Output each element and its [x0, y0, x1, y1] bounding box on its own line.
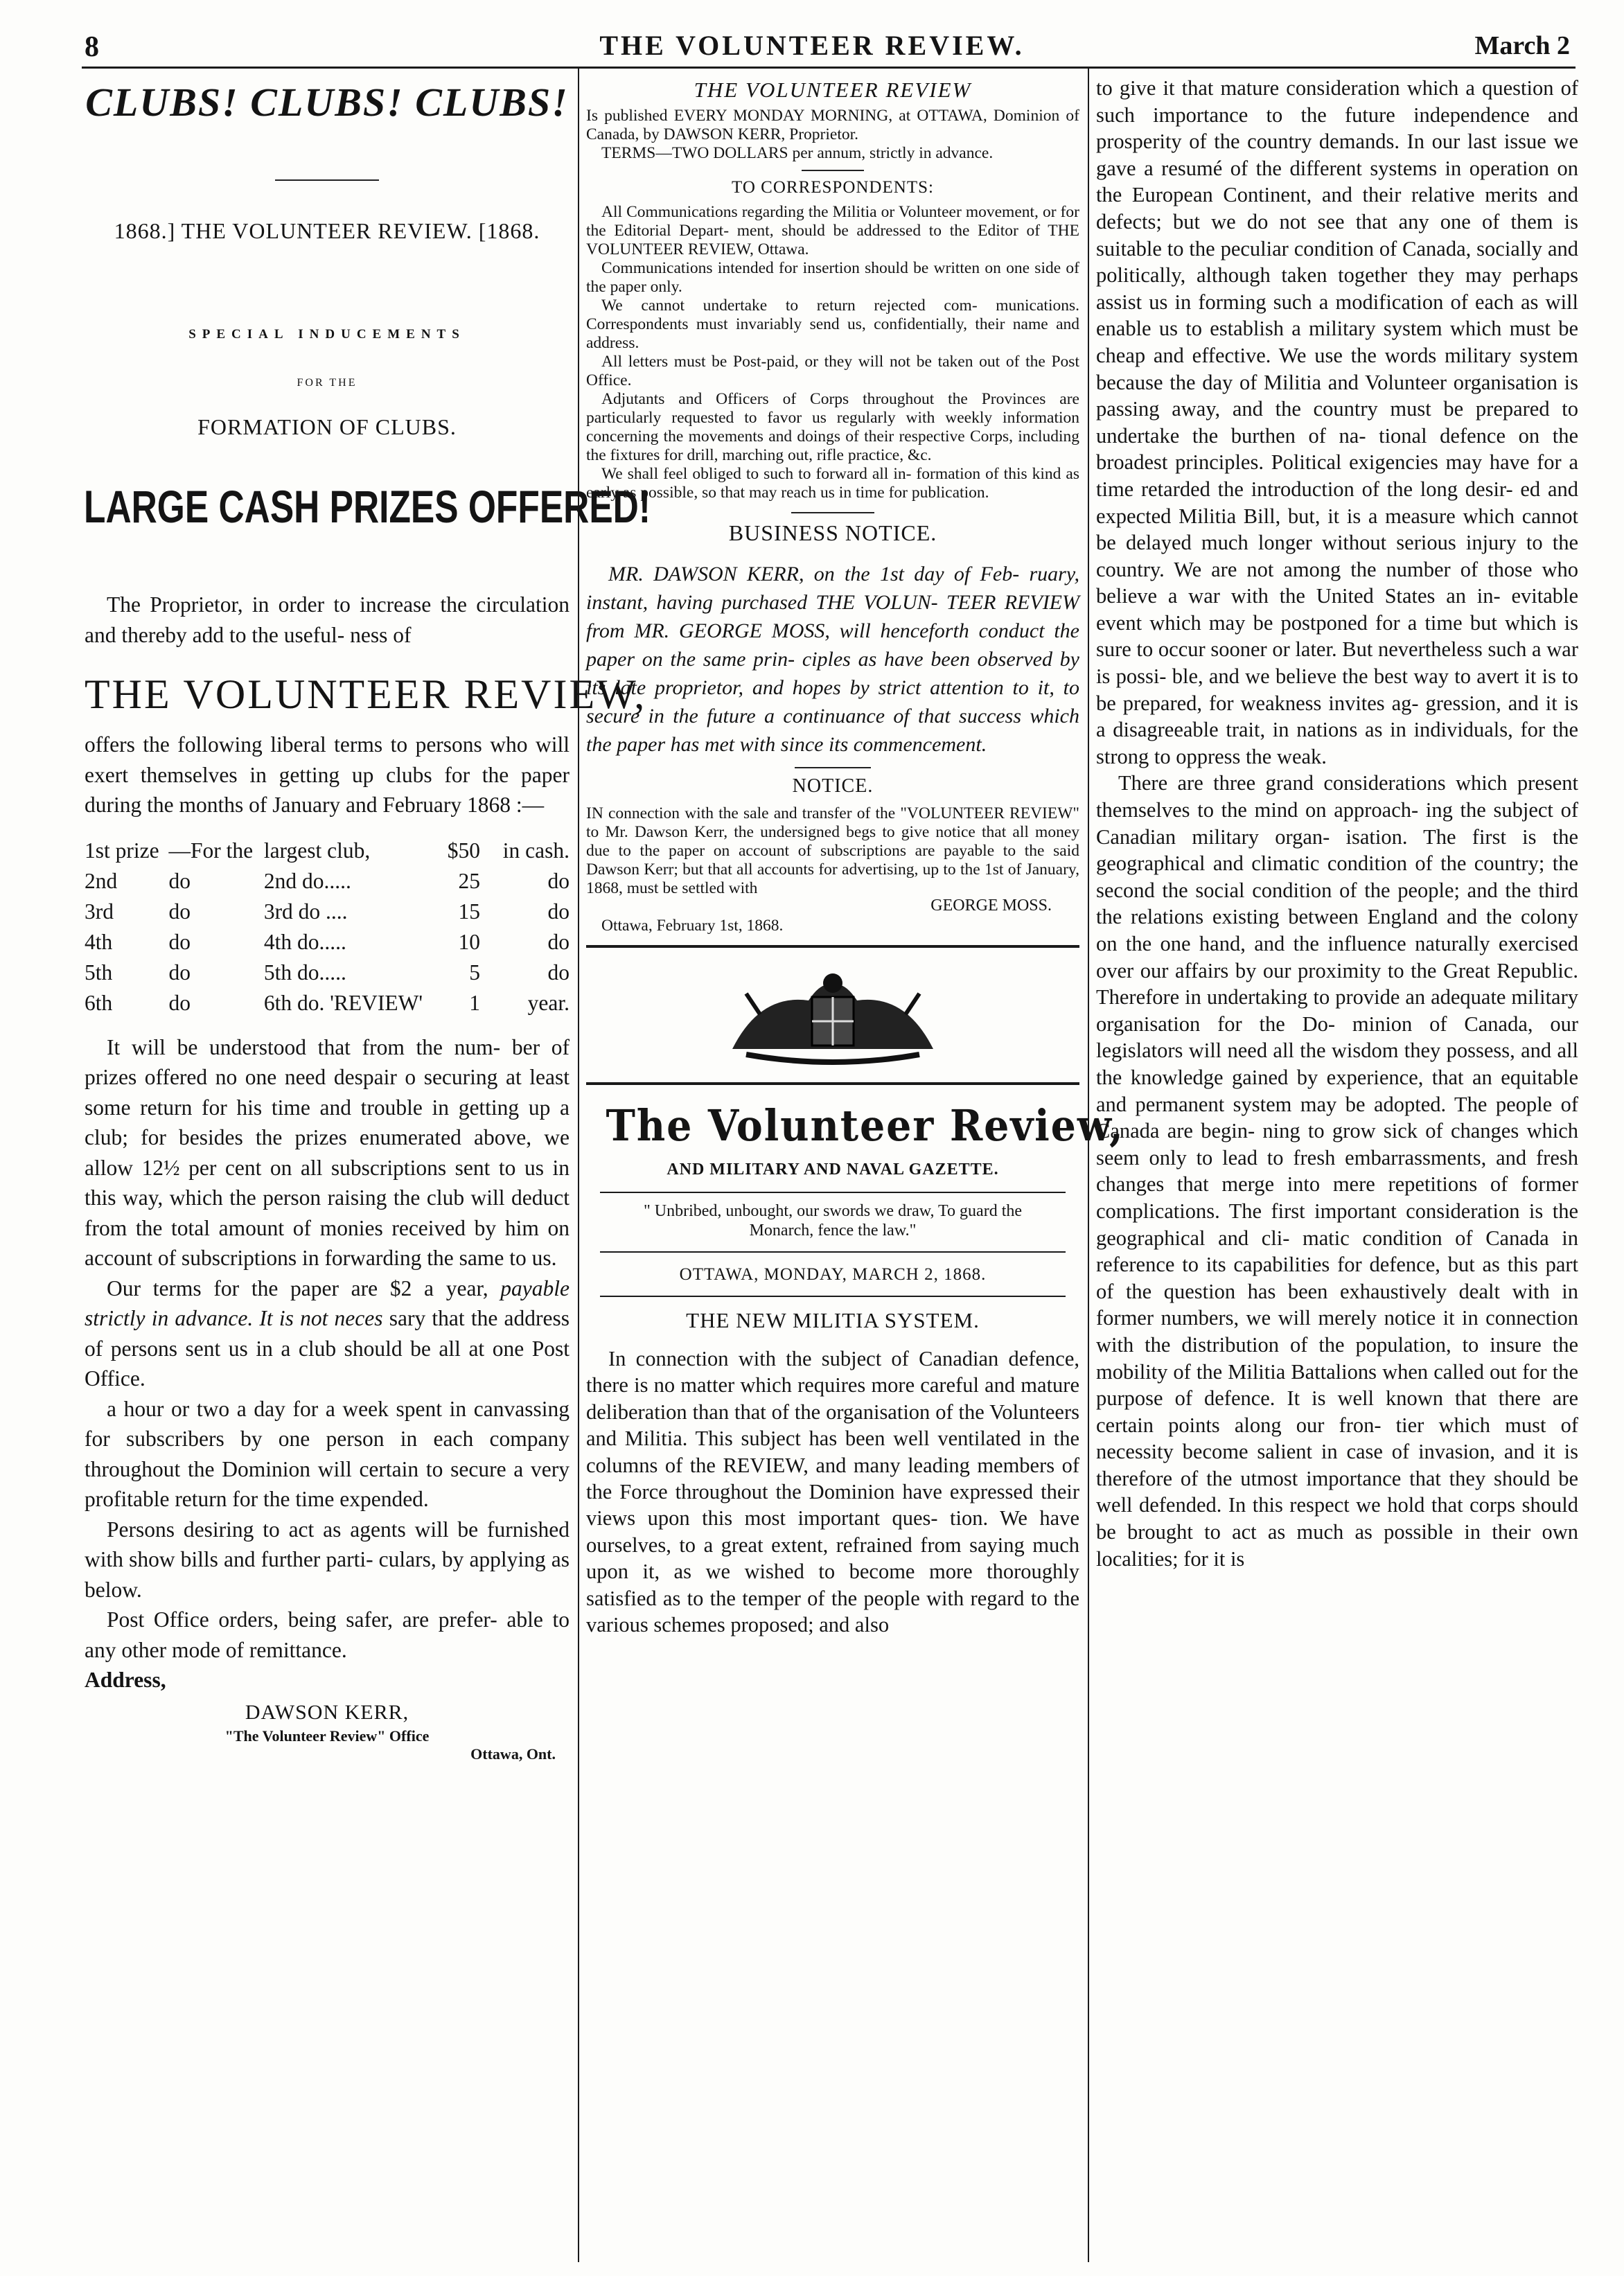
prize-rank: 3rd [85, 899, 114, 924]
header-rule [82, 67, 1576, 69]
prize-club: largest club, [263, 838, 371, 863]
intro-text: The Proprietor, in order to increase the circulation and thereby add to the useful- ness of [85, 592, 570, 647]
para-prizes-explained: It will be understood that from the num- ber of prizes offered no one need despair o securing at least some return for his time and trouble in getting up a club; for besides the prizes enumerated above, we allow 12½ per cent on all subscriptions sent to us in this way, which the person raising the club will deduct from the total amount of monies received by him on account of subscriptions in forwarding the same to us. [85, 1034, 570, 1270]
para-terms: Our terms for the paper are $2 a year, payable strictly in advance. It is not neces sary that the address of persons sent us in a club should be all at one Post Office. [85, 1276, 570, 1391]
prize-do: do [168, 868, 191, 893]
prize-row [85, 897, 570, 927]
column-article-continued [1096, 75, 1578, 1572]
column-rule-1 [578, 68, 579, 2262]
notice-signer: GEORGE MOSS. [930, 897, 1052, 915]
city-line: Ottawa, Ont. [470, 1745, 556, 1763]
prize-amount: $50 [447, 838, 480, 863]
prize-rank: 6th [85, 990, 113, 1015]
offers-text: offers the following liberal terms to persons who will exert themselves in getting up clubs for the paper during the months of January and February 1868 :— [85, 732, 570, 817]
column-clubs-advert [84, 75, 651, 1763]
special-inducements: SPECIAL INDUCEMENTS [188, 327, 466, 342]
business-notice-text: MR. DAWSON KERR, on the 1st day of Feb- ruary, instant, having purchased THE VOLUN- TEER REVIEW from MR. GEORGE MOSS, will henceforth conduct the paper on the same prin- ciples as have been observed by its late proprietor, and hopes by strict attention to it, to secure in the future a continuance of that success which the paper has met with since its commencement. [586, 563, 1079, 756]
clubs-title: CLUBS! CLUBS! CLUBS! [85, 80, 569, 125]
divider [791, 512, 874, 513]
prize-do: do [168, 960, 191, 985]
para-continued: to give it that mature consideration which a question of such importance to the future independence and prosperity of the country demands. In our last issue we gave a resumé of the different systems in operation on the European Continent, and their relative merits and defects; but we do not see that any one of them is suitable to the peculiar condition of Canada, socially and politically, although taken together they may perhaps assist us in forming such a modification of each as will enable us to establish a military system which must be cheap and effective. We use the words military system because the day of Militia and Volunteer organisation is passing away, and the country must be prepared to undertake the burthen of na- tional defence on the broadest principles. Political exigencies may have for a time retarded the introduction of the long desir- ed and expected Militia Bill, but, it is a measure which cannot be delayed much longer without serious injury to the country. We are not among the number of those who believe a war with the United States an in- evitable event which may be postponed for a time but which is sure to occur sooner or later. But nevertheless such a war is possi- ble, and we believe the best way to avert it is to be prepared, for weakness invites ag- gression, and it is a disagreeable trait, in nations as in individuals, for the strong to oppress the weak. [1096, 76, 1578, 768]
prize-unit: year. [527, 990, 570, 1015]
dateline: OTTAWA, MONDAY, MARCH 2, 1868. [679, 1265, 987, 1284]
cash-prizes-headline: LARGE CASH PRIZES OFFERED! [84, 481, 651, 532]
section-rule [586, 945, 1079, 948]
year-line: 1868.] THE VOLUNTEER REVIEW. [1868. [114, 218, 540, 243]
prize-unit: do [547, 929, 570, 954]
prize-club: 4th do..... [263, 929, 346, 954]
article-text: In connection with the subject of Canadian defence, there is no matter which requires more careful and mature deliberation than that of the organisation of the Volunteers and Militia. This subject has been well ventilated in the columns of the REVIEW, and many leading members of the Force throughout the Dominion have expressed their views upon this most important ques- tion. We have ourselves, to a great extent, refrained from saying much upon it, as we wished to become more thoroughly satisfied as to the temper of the people with regard to the various schemes proposed; and also [586, 1347, 1079, 1637]
prize-amount: 10 [458, 929, 480, 954]
formation-of-clubs: FORMATION OF CLUBS. [197, 414, 457, 439]
running-title: THE VOLUNTEER REVIEW. [599, 30, 1025, 61]
paper-name: THE VOLUNTEER REVIEW, [85, 671, 647, 717]
prize-table [85, 836, 570, 1018]
gazette-subtitle: AND MILITARY AND NAVAL GAZETTE. [667, 1161, 999, 1179]
prize-amount: 1 [469, 990, 480, 1015]
divider [795, 767, 871, 768]
para-considerations: There are three grand considerations which present themselves to the mind on approach- ing the subject of Canadian military organ- isation. The first is the geographical and climatic condition of the country; the second the social condition of the people; and the third the relations existing between England and the colony on the one hand, and the influence naturally exercised over our affairs by our proximity to the Great Republic. Therefore in undertaking to provide an adequate military organisation for the Do- minion of Canada, our legislators will need all the wisdom they possess, and all the knowledge gained by experience, that an equitable and permanent system may be adopted. The people of Canada are begin- ning to grow sick of changes which seem only to lead to fresh embarrassments, and fresh changes that merge into mere repetitions of former complications. The first important consideration is the geographical and cli- matic condition of Canada in reference to its capabilities for defence, but as this part of the question has been exhaustively dealt with in former numbers, we will merely notice it in connection with the distribution of the population, to insure the mobility of the Militia Battalions when called out for the purpose of defence. It is well known that there are certain points along our fron- tier which must of necessity become salient in case of invasion, and it is therefore of the utmost importance that they should be well defended. In this respect we hold that corps should be brought to act as much as possible in their own localities; for it is [1096, 771, 1578, 1571]
para-canvassing: a hour or two a day for a week spent in canvassing for subscribers by one person in each company throughout the Dominion will certain to secure a very profitable return for the time expended. [85, 1396, 570, 1511]
prize-row [85, 988, 570, 1018]
prize-do: —For the [168, 838, 254, 863]
signer-name: DAWSON KERR, [245, 1700, 409, 1724]
column-editorial [586, 75, 1124, 1638]
article-continued-text [1096, 75, 1578, 1572]
article-body [85, 1032, 570, 1695]
prize-do: do [168, 899, 191, 924]
divider [600, 1251, 1066, 1253]
prize-club: 5th do..... [263, 960, 346, 985]
prize-row [85, 866, 570, 897]
prize-rank: 1st prize [85, 838, 159, 863]
prize-rank: 5th [85, 960, 113, 985]
para-agents: Persons desiring to act as agents will be furnished with show bills and further parti- culars, by applying as below. [85, 1517, 570, 1602]
prize-row [85, 927, 570, 958]
prize-rank: 2nd [85, 868, 118, 893]
prize-do: do [168, 990, 191, 1015]
section-rule [586, 1082, 1079, 1085]
prize-amount: 5 [469, 960, 480, 985]
prize-club: 3rd do .... [263, 899, 348, 924]
notice-text: IN connection with the sale and transfer of the "VOLUNTEER REVIEW" to Mr. Dawson Kerr, the undersigned begs to give notice that all money due to the paper on account of subscriptions are payable to the said Dawson Kerr; but that all accounts for advertising, up to the 1st of January, 1868, must be settled with [586, 804, 1079, 897]
prize-rank: 4th [85, 929, 113, 954]
office-line: "The Volunteer Review" Office [224, 1727, 430, 1745]
business-notice-heading: BUSINESS NOTICE. [728, 520, 937, 545]
prize-unit: in cash. [502, 838, 570, 863]
gothic-masthead: The Volunteer Review, [606, 1100, 1124, 1151]
prize-unit: do [547, 899, 570, 924]
masthead: THE VOLUNTEER REVIEW [694, 78, 972, 102]
running-date: March 2 [1474, 31, 1570, 60]
para-remittance: Post Office orders, being safer, are prefer- able to any other mode of remittance. [85, 1607, 570, 1662]
prize-unit: do [547, 960, 570, 985]
motto: " Unbribed, unbought, our swords we draw, To guard the Monarch, fence the law." [643, 1202, 1023, 1240]
prize-amount: 15 [458, 899, 480, 924]
address-label: Address, [85, 1668, 166, 1692]
divider [802, 170, 864, 171]
page-number: 8 [85, 31, 99, 63]
notice-date: Ottawa, February 1st, 1868. [601, 917, 784, 935]
correspondents-heading: TO CORRESPONDENTS: [732, 178, 934, 197]
divider [275, 179, 379, 181]
prize-row [85, 958, 570, 988]
notice-heading: NOTICE. [792, 775, 874, 797]
publisher-info: Is published EVERY MONDAY MORNING, at OTTAWA, Dominion of Canada, by DAWSON KERR, Proprietor. TERMS—TWO DOLLARS per annum, strictly in advance. [586, 107, 1079, 162]
for-the: FOR THE [297, 377, 358, 389]
prize-amount: 25 [458, 868, 480, 893]
prize-club: 6th do. 'REVIEW' [263, 990, 423, 1015]
column-rule-2 [1088, 68, 1089, 2262]
prize-do: do [168, 929, 191, 954]
prize-unit: do [547, 868, 570, 893]
divider [600, 1192, 1066, 1193]
article-heading: THE NEW MILITIA SYSTEM. [686, 1308, 980, 1332]
correspondents-text: All Communications regarding the Militia or Volunteer movement, or for the Editorial Depart- ment, should be addressed to the Editor of THE VOLUNTEER REVIEW, Ottawa. Communications intended for insertion should be written on one side of the paper only. We cannot undertake to return rejected com- munications. Correspondents must invariably send us, confidentially, their name and address. All letters must be Post-paid, or they will not be taken out of the Post Office. Adjutants and Officers of Corps throughout the Provinces are particularly requested to favor us regularly with weekly information concerning the movements and doings of their respective Corps, including the fixtures for drill, marching out, rifle practice, &c. We shall feel obliged to such to forward all in- formation of this kind as early as possible, so that may reach us in time for publication. [586, 203, 1079, 502]
prize-club: 2nd do..... [263, 868, 351, 893]
divider [600, 1296, 1066, 1297]
prize-row [85, 836, 570, 866]
royal-arms-emblem [718, 966, 947, 1070]
